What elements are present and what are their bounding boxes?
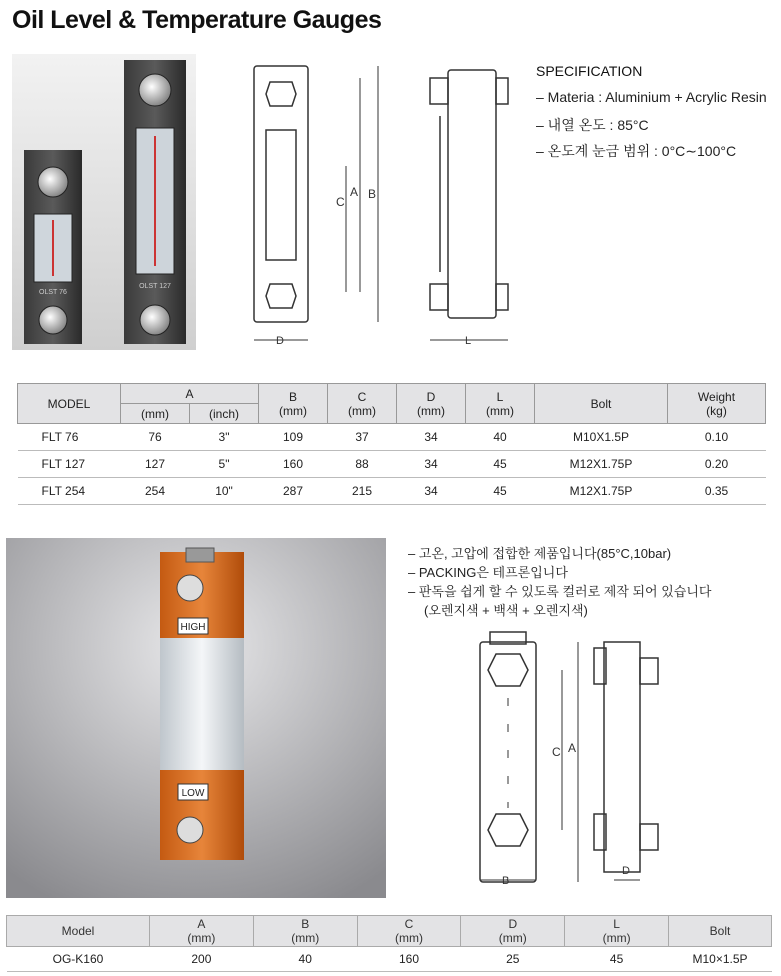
dim-c-label: C xyxy=(336,195,345,209)
col-model: MODEL xyxy=(18,384,121,424)
dim-a-label: A xyxy=(350,185,359,199)
note-2: – PACKING은 테프론입니다 xyxy=(408,565,568,580)
dim-c-label: C xyxy=(552,745,561,759)
dim-b-label: B xyxy=(502,875,510,887)
col-c: C (mm) xyxy=(328,384,397,424)
col-weight: Weight (kg) xyxy=(668,384,766,424)
bottom-bolt-icon xyxy=(39,306,67,334)
col-bolt: Bolt xyxy=(535,384,668,424)
note-1: – 고온, 고압에 접합한 제품입니다(85°C,10bar) xyxy=(408,546,672,561)
col-bolt: Bolt xyxy=(669,916,772,947)
spec-item-material: – Materia : Aluminium + Acrylic Resin xyxy=(536,89,767,105)
note-3: – 판독을 쉽게 할 수 있도록 컬러로 제작 되어 있습니다 xyxy=(408,584,712,599)
col-a-inch: (inch) xyxy=(190,404,259,424)
technical-drawing-ogk160 xyxy=(470,618,670,898)
col-d: D (mm) xyxy=(461,916,565,947)
dim-b-label: B xyxy=(368,187,377,201)
table-row: FLT 127 127 5" 160 88 34 45 M12X1.75P 0.20 xyxy=(18,451,766,478)
col-a: A (mm) xyxy=(150,916,254,947)
col-b: B (mm) xyxy=(253,916,357,947)
note-4: (오렌지색 + 백색 + 오렌지색) xyxy=(424,603,588,618)
col-l: L (mm) xyxy=(466,384,535,424)
col-b: B (mm) xyxy=(259,384,328,424)
flt-spec-table xyxy=(17,383,766,505)
spec-item-range: – 온도계 눈금 범위 : 0°C∼100°C xyxy=(536,143,737,159)
dim-a-label: A xyxy=(568,741,577,755)
col-d: D (mm) xyxy=(397,384,466,424)
table-row: FLT 254 254 10" 287 215 34 45 M12X1.75P 0.35 xyxy=(18,478,766,505)
dim-l-label: L xyxy=(465,335,472,347)
dim-d-label: D xyxy=(276,335,284,347)
product-photo-ogk160 xyxy=(6,538,386,898)
bottom-bolt-icon xyxy=(140,305,170,335)
page-title: Oil Level & Temperature Gauges xyxy=(12,6,382,34)
col-model: Model xyxy=(7,916,150,947)
low-marker-label: LOW xyxy=(181,788,205,799)
table-row: OG-K160 200 40 160 25 45 M10×1.5P xyxy=(7,947,772,972)
spec-heading: SPECIFICATION xyxy=(536,63,643,79)
col-l: L (mm) xyxy=(565,916,669,947)
large-gauge-label: OLST 127 xyxy=(139,283,171,290)
technical-drawing-flt xyxy=(236,56,516,356)
top-bolt-icon xyxy=(139,74,171,106)
high-marker-label: HIGH xyxy=(180,622,206,633)
top-bolt-icon xyxy=(38,167,68,197)
ogk160-spec-table xyxy=(6,915,772,972)
table-row: FLT 76 76 3" 109 37 34 40 M10X1.5P 0.10 xyxy=(18,424,766,451)
col-a: A xyxy=(121,384,259,404)
small-gauge-label: OLST 76 xyxy=(39,289,67,296)
product-photo-flt xyxy=(12,54,196,350)
spec-item-heat: – 내열 온도 : 85°C xyxy=(536,117,649,133)
col-c: C (mm) xyxy=(357,916,461,947)
dim-d-label: D xyxy=(622,865,630,877)
col-a-mm: (mm) xyxy=(121,404,190,424)
